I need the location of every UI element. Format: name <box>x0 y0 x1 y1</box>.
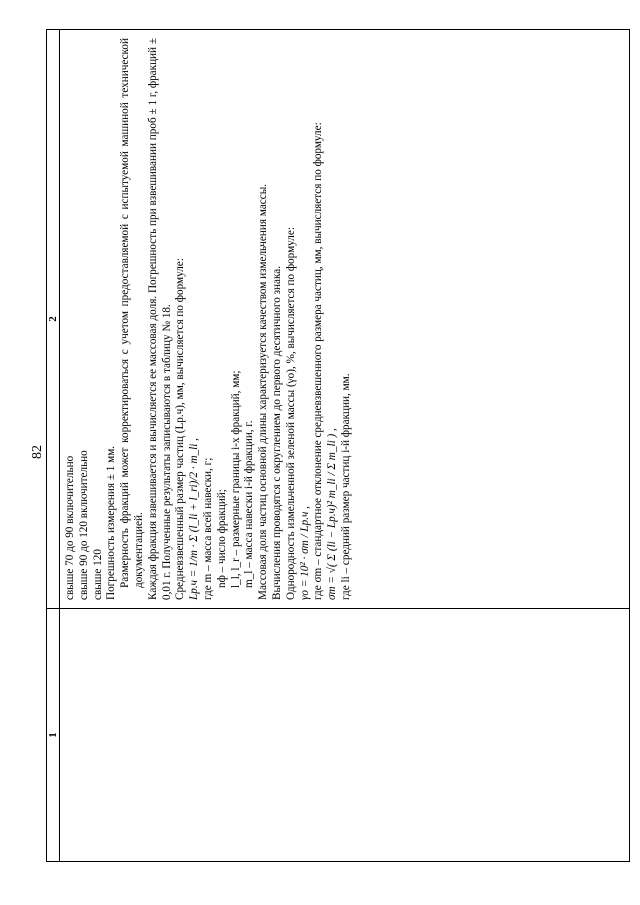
line-over-90: свыше 90 до 120 включительно <box>77 450 90 600</box>
table-rotator <box>46 32 630 862</box>
mean-size-intro: Средневзвешенный размер частиц (Lр.ч), мм, вычисляется по формуле: <box>174 258 187 600</box>
uniformity-intro: Однородность измельченной зеленой массы (γо), %, вычисляется по формуле: <box>284 227 297 600</box>
content <box>60 30 356 608</box>
m-fraction-text: m_l – масса навески i-й фракции, г. <box>243 420 256 588</box>
l-bounds-text: l_l, l_r – размерные границы i-х фракций, мм; <box>229 370 242 588</box>
nf-text: nф – число фракций; <box>215 489 228 588</box>
document-table <box>46 29 630 862</box>
formula-mean-size: Lр.ч = 1/m · Σ (l_li + l_ri)/2 · m_li , <box>188 438 201 600</box>
li-definition: где li – средний размер частиц i-й фракции, мм. <box>339 373 352 600</box>
line-over-70: свыше 70 до 90 включительно <box>64 455 76 600</box>
precision-text: Погрешность измерения ± 1 мм. <box>105 445 118 600</box>
sigma-definition: где σm – стандартное отклонение средневзвешенного размера частиц, мм, вычисляется по формуле: <box>312 122 325 600</box>
column-header-2: 2 <box>47 30 60 609</box>
column-1-cell <box>60 609 630 862</box>
rotated-page <box>46 32 630 862</box>
fraction-size-text: Размерность фракций может корректироваться с учетом предоставляемой с испытуемой машиной технической документацией. <box>119 38 145 588</box>
line-over-120: свыше 120 <box>91 549 104 600</box>
calc-round-text: Вычисления проводятся с округлением до первого десятичного знака. <box>270 265 283 600</box>
weighing-text: Каждая фракция взвешивается и вычисляется ее массовая доля. Погрешность при взвешивании проб ± 1 г, фракций ± 0,01 г. Полученные результаты записываются в таблицу № 18. <box>146 38 173 600</box>
formula-uniformity: γо = 10² · σm / Lр.ч , <box>298 506 311 600</box>
mass-share-text: Массовая доля частиц основной длины характеризуется качеством измельчения массы. <box>257 183 270 600</box>
formula-sigma: σm = √( Σ (li − Lр.ч)² m_li / Σ m_li ) , <box>326 428 339 600</box>
column-header-1: 1 <box>47 609 60 862</box>
column-2-cell <box>60 30 630 609</box>
page-number: 82 <box>30 445 45 459</box>
where-m-text: где m – масса всей навески, г; <box>201 457 214 600</box>
